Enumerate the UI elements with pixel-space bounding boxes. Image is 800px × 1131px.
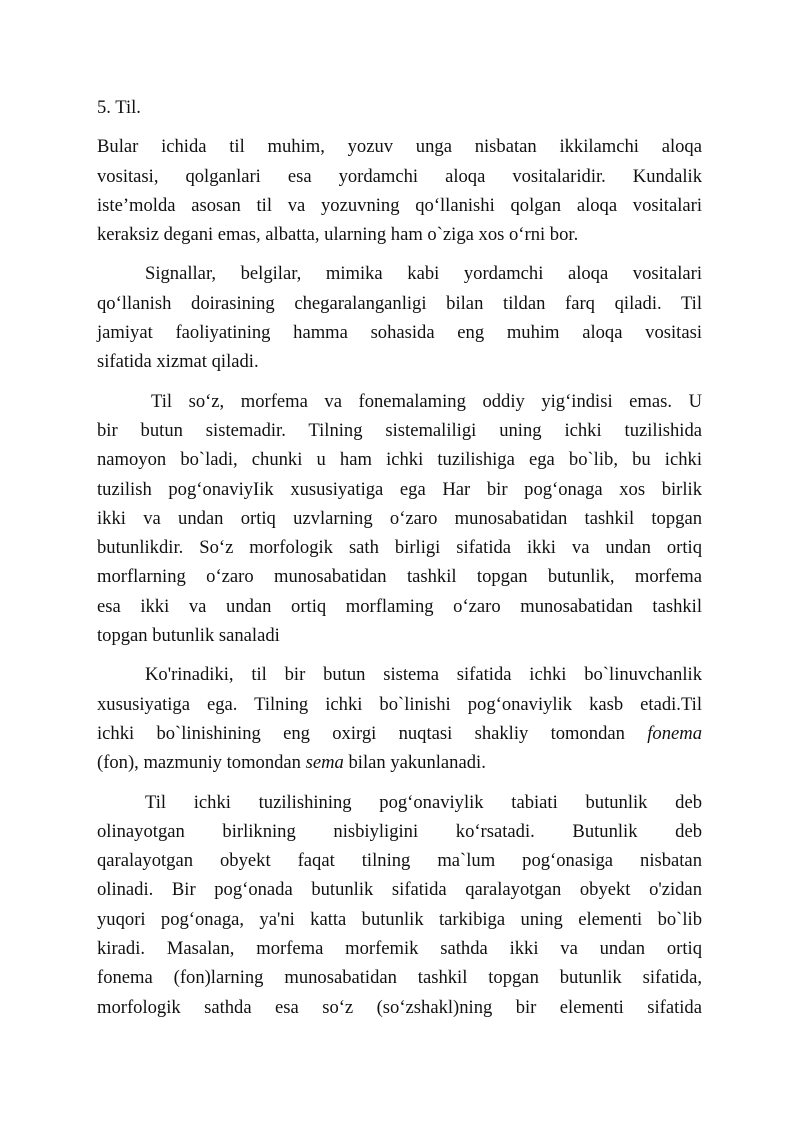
paragraph-line: iste’molda asosan til va yozuvning qo‘llanishi qolgan aloqa vositalari (97, 194, 702, 216)
line-text: ichki bo`linishining eng oxirgi nuqtasi shakliy tomondan (97, 722, 648, 744)
paragraph-line (97, 748, 702, 777)
section-heading: 5. Til. (97, 97, 141, 118)
paragraph-line: vositasi, qolganlari esa yordamchi aloqa vositalaridir. Kundalik (97, 165, 702, 187)
paragraph-line: topgan butunlik sanaladi (97, 625, 280, 647)
italic-term-fonema: fonema (647, 722, 702, 744)
document-page (97, 93, 702, 1022)
paragraph-line: Signallar, belgilar, mimika kabi yordamchi aloqa vositalari (145, 263, 702, 285)
paragraph-4 (97, 660, 702, 777)
paragraph-1 (97, 132, 702, 249)
paragraph-line: bir butun sistemadir. Tilning sistemaliligi uning ichki tuzilishida (97, 419, 702, 441)
paragraph-line: qo‘llanish doirasining chegaralanganligi bilan tildan farq qiladi. Til (97, 292, 702, 314)
paragraph-line: Til ichki tuzilishining pog‘onaviylik tabiati butunlik deb (145, 791, 702, 813)
paragraph-3 (97, 387, 702, 651)
paragraph-2 (97, 259, 702, 376)
paragraph-line: morfologik sathda esa so‘z (so‘zshakl)ning bir elementi sifatida (97, 996, 702, 1018)
paragraph-line: yuqori pog‘onaga, ya'ni katta butunlik tarkibiga uning elementi bo`lib (97, 908, 702, 930)
paragraph-line: namoyon bo`ladi, chunki u ham ichki tuzilishiga ega bo`lib, bu ichki (97, 449, 702, 471)
paragraph-line: sifatida xizmat qiladi. (97, 351, 259, 373)
paragraph-line: qaralayotgan obyekt faqat tilning ma`lum pog‘onasiga nisbatan (97, 850, 702, 872)
paragraph-line: esa ikki va undan ortiq morflaming o‘zaro munosabatidan tashkil (97, 595, 702, 617)
line-text: bilan yakunlanadi. (343, 752, 486, 774)
paragraph-line: butunlikdir. So‘z morfologik sath birligi sifatida ikki va undan ortiq (97, 537, 702, 559)
paragraph-line (97, 719, 702, 748)
paragraph-line: olinadi. Bir pog‘onada butunlik sifatida qaralayotgan obyekt o'zidan (97, 879, 702, 901)
paragraph-line: ikki va undan ortiq uzvlarning o‘zaro munosabatidan tashkil topgan (97, 507, 702, 529)
paragraph-5 (97, 788, 702, 1022)
paragraph-line: fonema (fon)larning munosabatidan tashkil topgan butunlik sifatida, (97, 967, 702, 989)
paragraph-line: Til so‘z, morfema va fonemalaming oddiy yig‘indisi emas. U (151, 390, 702, 412)
paragraph-line: keraksiz degani emas, albatta, ularning ham o`ziga xos o‘rni bor. (97, 224, 579, 246)
paragraph-line: Ko'rinadiki, til bir butun sistema sifatida ichki bo`linuvchanlik (145, 664, 702, 686)
paragraph-line: Bular ichida til muhim, yozuv unga nisbatan ikkilamchi aloqa (97, 136, 702, 158)
italic-term-sema: sema (305, 752, 344, 774)
line-text: (fon), mazmuniy tomondan (97, 752, 306, 774)
paragraph-line: tuzilish pog‘onaviyIik xususiyatiga ega Har bir pog‘onaga xos birlik (97, 478, 702, 500)
paragraph-line: xususiyatiga ega. Tilning ichki bo`linishi pog‘onaviylik kasb etadi.Til (97, 693, 702, 715)
paragraph-line: jamiyat faoliyatining hamma sohasida eng muhim aloqa vositasi (97, 322, 702, 344)
paragraph-line: kiradi. Masalan, morfema morfemik sathda ikki va undan ortiq (97, 938, 702, 960)
paragraph-line: morflarning o‘zaro munosabatidan tashkil topgan butunlik, morfema (97, 566, 702, 588)
paragraph-line: olinayotgan birlikning nisbiyligini ko‘rsatadi. Butunlik deb (97, 820, 702, 842)
